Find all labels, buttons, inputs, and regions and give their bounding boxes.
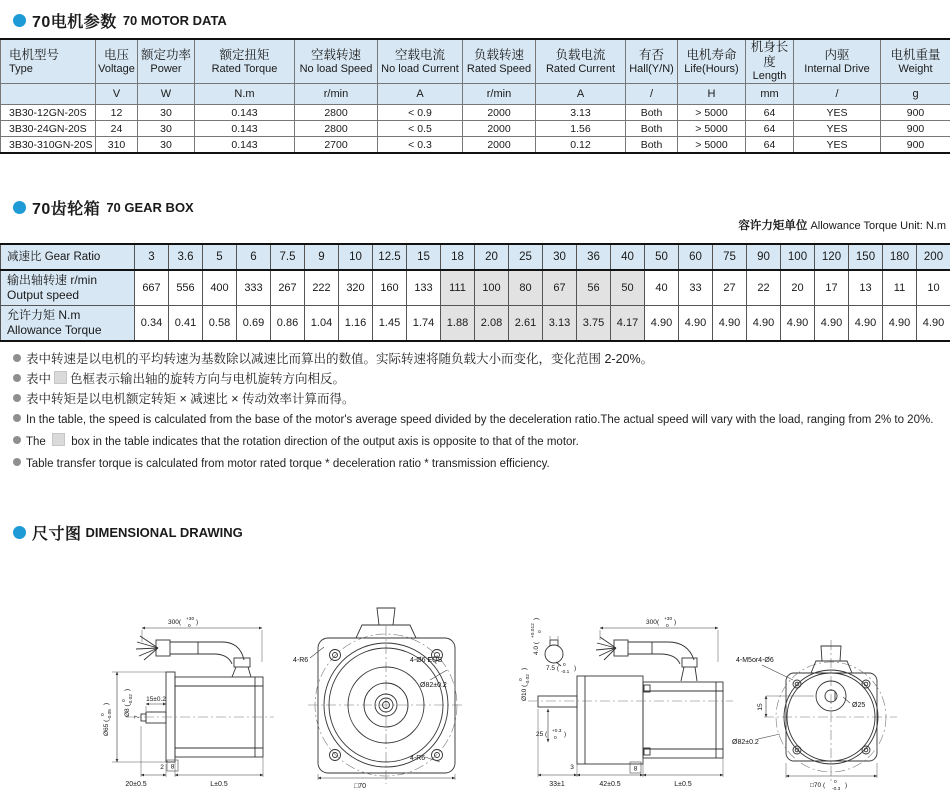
svg-text:7: 7 bbox=[134, 715, 141, 719]
gear-output-speed-cell: 133 bbox=[407, 270, 441, 306]
motor-column-header bbox=[195, 39, 295, 84]
shaft-key-detail-graphic bbox=[545, 640, 563, 666]
column-header-en: No load Speed bbox=[295, 63, 377, 76]
dim-bolt-circle: Ø82±0.2 bbox=[732, 739, 759, 746]
cable-graphic bbox=[136, 636, 251, 677]
gear-ratio-cell: 30 bbox=[543, 244, 577, 270]
motor-data-cell: Both bbox=[626, 121, 678, 137]
dim-shaft-diameter bbox=[121, 689, 134, 717]
dim-key-height-tol-top: 0 bbox=[563, 662, 566, 668]
motor-column-header bbox=[138, 39, 195, 84]
svg-text:0: 0 bbox=[537, 630, 543, 633]
motor-unit-cell: r/min bbox=[463, 84, 536, 105]
motor-data-cell: 24 bbox=[96, 121, 138, 137]
svg-text:0: 0 bbox=[518, 678, 524, 681]
dimensional-drawings bbox=[0, 566, 950, 808]
note-item: Table transfer torque is calculated from motor rated torque * deceleration ratio * transmission efficiency. bbox=[13, 453, 933, 475]
gear-output-speed-cell: 667 bbox=[135, 270, 169, 306]
dim-8: 8 bbox=[171, 764, 175, 771]
column-header-en: Type bbox=[9, 63, 95, 76]
dim-bolt-circle: Ø82±0.2 bbox=[420, 682, 447, 689]
dim-square-tol-top: 0 bbox=[834, 779, 837, 785]
motor-data-table bbox=[0, 38, 950, 154]
bullet-icon bbox=[13, 14, 26, 27]
gear-ratio-cell: 150 bbox=[849, 244, 883, 270]
dim-shaft-segment: 33±1 bbox=[549, 781, 565, 788]
note-bullet-icon bbox=[13, 374, 21, 382]
dim-shaft-exposed-tol-bottom: 0 bbox=[554, 735, 557, 741]
motor-column-header bbox=[463, 39, 536, 84]
gear-ratio-cell: 9 bbox=[305, 244, 339, 270]
svg-text:0: 0 bbox=[121, 699, 127, 702]
motor-data-cell: 30 bbox=[138, 137, 195, 154]
gear-output-speed-cell: 100 bbox=[475, 270, 509, 306]
motor-data-cell: 0.143 bbox=[195, 105, 295, 121]
motor-header-row bbox=[1, 39, 950, 84]
column-header-en: Rated Speed bbox=[463, 63, 535, 76]
motor-column-header bbox=[881, 39, 950, 84]
motor-data-row bbox=[1, 105, 950, 121]
dim-cable-length-tol-bottom: 0 bbox=[188, 623, 191, 629]
motor-unit-cell bbox=[1, 84, 96, 105]
motor-data-cell: > 5000 bbox=[678, 121, 746, 137]
motor-column-header bbox=[746, 39, 794, 84]
motor-data-cell: 2000 bbox=[463, 137, 536, 154]
gear-output-speed-cell: 556 bbox=[169, 270, 203, 306]
gear-allowance-torque-cell: 4.90 bbox=[883, 306, 917, 342]
motor-data-cell: 1.56 bbox=[536, 121, 626, 137]
motor-column-header bbox=[536, 39, 626, 84]
allowance-torque-unit-note bbox=[738, 217, 946, 233]
column-header-zh: 额定功率 bbox=[138, 48, 194, 63]
motor-data-cell: Both bbox=[626, 105, 678, 121]
gear-ratio-cell: 5 bbox=[203, 244, 237, 270]
svg-text:15: 15 bbox=[757, 703, 764, 711]
dim-cable-length: 300( bbox=[168, 619, 182, 626]
motor-unit-cell: H bbox=[678, 84, 746, 105]
dim-square-tol-bottom: -0.3 bbox=[832, 786, 841, 792]
motor-units-row bbox=[1, 84, 950, 105]
gear-ratio-cell: 180 bbox=[883, 244, 917, 270]
gear-allowance-torque-cell: 1.74 bbox=[407, 306, 441, 342]
motor-column-header bbox=[378, 39, 463, 84]
svg-text:Ø65 (: Ø65 ( bbox=[103, 719, 110, 736]
gear-ratio-cell: 40 bbox=[611, 244, 645, 270]
unit-note-en: Allowance Torque Unit: N.m bbox=[807, 220, 946, 232]
gear-ratio-row-header: 减速比 Gear Ratio bbox=[1, 244, 135, 270]
motor-data-cell: 3B30-24GN-20S bbox=[1, 121, 96, 137]
unit-note-zh: 容许力矩单位 bbox=[738, 220, 807, 232]
motor-data-cell: 900 bbox=[881, 121, 950, 137]
motor-data-cell: 0.143 bbox=[195, 137, 295, 154]
gear-output-speed-cell: 50 bbox=[611, 270, 645, 306]
dim-cable-length-paren: ) bbox=[196, 619, 198, 626]
motor-data-cell: 30 bbox=[138, 105, 195, 121]
svg-text:4.0 (: 4.0 ( bbox=[533, 641, 540, 655]
gear-allowance-torque-cell: 4.90 bbox=[679, 306, 713, 342]
column-header-zh: 负载转速 bbox=[463, 48, 535, 63]
gear-output-speed-cell: 400 bbox=[203, 270, 237, 306]
row-header-zh: 输出轴转速 r/min bbox=[7, 273, 134, 288]
motor-data-cell: > 5000 bbox=[678, 137, 746, 154]
gear-output-speed-cell: 160 bbox=[373, 270, 407, 306]
motor-unit-cell: N.m bbox=[195, 84, 295, 105]
dim-15 bbox=[757, 703, 764, 711]
gear-allowance-torque-cell: 0.41 bbox=[169, 306, 203, 342]
svg-text:): ) bbox=[521, 668, 528, 670]
note-item: 表中转速是以电机的平均转速为基数除以减速比而算出的数值。实际转速将随负载大小而变化，变化范围 2-20%。 bbox=[13, 349, 933, 369]
column-header-en: Voltage bbox=[96, 63, 137, 76]
column-header-zh: 机身长度 bbox=[746, 40, 793, 70]
note-item: 表中 色框表示输出轴的旋转方向与电机旋转方向相反。 bbox=[13, 369, 933, 389]
row-header-en: Output speed bbox=[7, 288, 134, 303]
motor-data-cell: Both bbox=[626, 137, 678, 154]
motor-data-cell: YES bbox=[794, 137, 881, 154]
motor-unit-cell: W bbox=[138, 84, 195, 105]
gear-ratio-cell: 200 bbox=[917, 244, 950, 270]
gear-box-table bbox=[0, 243, 950, 342]
section-title-en: DIMENSIONAL DRAWING bbox=[86, 525, 243, 540]
motor-data-row bbox=[1, 121, 950, 137]
column-header-zh: 内驱 bbox=[794, 48, 880, 63]
gear-ratio-header-row bbox=[1, 244, 950, 270]
motor-column-header bbox=[794, 39, 881, 84]
dim-square: □70 ( bbox=[810, 782, 826, 789]
gear-ratio-cell: 50 bbox=[645, 244, 679, 270]
motor-data-section-title bbox=[13, 9, 227, 32]
motor-column-header bbox=[626, 39, 678, 84]
column-header-zh: 电机寿命 bbox=[678, 48, 745, 63]
column-header-zh: 空载电流 bbox=[378, 48, 462, 63]
column-header-zh: 电机重量 bbox=[881, 48, 950, 63]
motor-unit-cell: A bbox=[536, 84, 626, 105]
motor-unit-cell: V bbox=[96, 84, 138, 105]
gear-output-speed-cell: 333 bbox=[237, 270, 271, 306]
column-header-en: Rated Torque bbox=[195, 63, 294, 76]
gear-allowance-torque-cell: 1.45 bbox=[373, 306, 407, 342]
dim-mount-holes: 4-Ø6 EQS bbox=[410, 657, 443, 664]
gear-output-speed-cell: 267 bbox=[271, 270, 305, 306]
motor-data-cell: 900 bbox=[881, 105, 950, 121]
motor-column-header bbox=[1, 39, 96, 84]
gear-output-speed-cell: 40 bbox=[645, 270, 679, 306]
motor-data-cell: 3.13 bbox=[536, 105, 626, 121]
gear-output-speed-cell: 320 bbox=[339, 270, 373, 306]
note-bullet-icon bbox=[13, 436, 21, 444]
dim-2: 2 bbox=[160, 764, 164, 771]
gear-allowance-torque-cell: 1.16 bbox=[339, 306, 373, 342]
gear-output-speed-cell: 33 bbox=[679, 270, 713, 306]
motor-side-view-drawing bbox=[100, 616, 274, 788]
motor-column-header bbox=[678, 39, 746, 84]
dim-boss-diameter: Ø25 bbox=[852, 702, 865, 709]
section-title-zh: 尺寸图 bbox=[32, 521, 82, 544]
dim-cable-length-tol-top: +30 bbox=[186, 616, 194, 622]
dim-output-shaft-diameter bbox=[518, 668, 531, 701]
dim-mount-screws: 4-M5or4-Ø6 bbox=[736, 657, 774, 664]
dim-cable-length: 300( bbox=[646, 619, 660, 626]
gear-ratio-cell: 7.5 bbox=[271, 244, 305, 270]
gear-output-speed-cell: 10 bbox=[917, 270, 950, 306]
gear-allowance-torque-cell: 0.69 bbox=[237, 306, 271, 342]
dim-3: 3 bbox=[570, 764, 574, 771]
motor-data-cell: < 0.3 bbox=[378, 137, 463, 154]
section-title-zh: 70电机参数 bbox=[32, 9, 117, 32]
section-title-en: 70 GEAR BOX bbox=[106, 200, 193, 215]
gear-output-speed-cell: 67 bbox=[543, 270, 577, 306]
gear-output-speed-cell: 13 bbox=[849, 270, 883, 306]
motor-data-cell: 0.143 bbox=[195, 121, 295, 137]
dim-key-height-paren: ) bbox=[574, 665, 576, 672]
gear-allowance-torque-cell: 4.17 bbox=[611, 306, 645, 342]
motor-data-cell: YES bbox=[794, 121, 881, 137]
dim-shaft-exposed-paren: ) bbox=[564, 731, 566, 738]
column-header-en: Internal Drive bbox=[794, 63, 880, 76]
gear-output-speed-cell: 17 bbox=[815, 270, 849, 306]
motor-data-cell: 2000 bbox=[463, 105, 536, 121]
gear-output-speed-row-header bbox=[1, 270, 135, 306]
gear-allowance-torque-cell: 4.90 bbox=[917, 306, 950, 342]
dim-gearbox-length: 42±0.5 bbox=[599, 781, 620, 788]
note-bullet-icon bbox=[13, 354, 21, 362]
motor-data-cell: 2800 bbox=[295, 105, 378, 121]
bullet-icon bbox=[13, 526, 26, 539]
note-item: The box in the table indicates that the rotation direction of the output axis is opposite to that of the motor. bbox=[13, 431, 933, 453]
gear-output-speed-cell: 27 bbox=[713, 270, 747, 306]
motor-data-cell: 900 bbox=[881, 137, 950, 154]
svg-text:): ) bbox=[533, 618, 540, 620]
motor-data-cell: 2000 bbox=[463, 121, 536, 137]
motor-front-view-drawing bbox=[293, 608, 464, 790]
gear-allowance-torque-row bbox=[1, 306, 950, 342]
gear-ratio-cell: 3.6 bbox=[169, 244, 203, 270]
cable-graphic bbox=[596, 637, 697, 681]
svg-text:Ø8 (: Ø8 ( bbox=[124, 704, 131, 717]
column-header-en: Power bbox=[138, 63, 194, 76]
gear-allowance-torque-cell: 2.61 bbox=[509, 306, 543, 342]
column-header-zh: 电机型号 bbox=[9, 48, 95, 63]
column-header-en: Life(Hours) bbox=[678, 63, 745, 76]
dim-front-length: 20±0.5 bbox=[125, 781, 146, 788]
gray-box-swatch-icon bbox=[52, 433, 65, 446]
gear-output-speed-cell: 80 bbox=[509, 270, 543, 306]
gearbox-body-graphic bbox=[538, 676, 723, 764]
gear-allowance-torque-row-header bbox=[1, 306, 135, 342]
gear-allowance-torque-cell: 4.90 bbox=[781, 306, 815, 342]
dim-corner-radius-bottom: 4-R6 bbox=[410, 755, 425, 762]
gear-output-speed-row bbox=[1, 270, 950, 306]
gear-allowance-torque-cell: 0.34 bbox=[135, 306, 169, 342]
dim-flange-diameter bbox=[100, 703, 113, 736]
motor-data-cell: < 0.5 bbox=[378, 121, 463, 137]
motor-unit-cell: A bbox=[378, 84, 463, 105]
dim-cable-length-tol-top: +30 bbox=[664, 616, 672, 622]
motor-unit-cell: / bbox=[794, 84, 881, 105]
dim-key-height-tol-bottom: -0.1 bbox=[561, 669, 570, 675]
motor-column-header bbox=[96, 39, 138, 84]
dim-cable-length-paren: ) bbox=[674, 619, 676, 626]
gear-allowance-torque-cell: 1.88 bbox=[441, 306, 475, 342]
dim-shaft-exposed: 25 ( bbox=[536, 731, 548, 738]
gear-output-speed-cell: 22 bbox=[747, 270, 781, 306]
gear-allowance-torque-cell: 2.08 bbox=[475, 306, 509, 342]
column-header-zh: 空载转速 bbox=[295, 48, 377, 63]
gear-ratio-cell: 60 bbox=[679, 244, 713, 270]
gear-allowance-torque-cell: 0.86 bbox=[271, 306, 305, 342]
motor-data-cell: 12 bbox=[96, 105, 138, 121]
motor-data-cell: 64 bbox=[746, 121, 794, 137]
dim-shaft-exposed-tol-top: +0.3 bbox=[552, 728, 562, 734]
dim-corner-radius-top: 4-R6 bbox=[293, 657, 308, 664]
gray-box-swatch-icon bbox=[54, 371, 67, 384]
svg-text:+0.012: +0.012 bbox=[530, 623, 536, 638]
gear-ratio-cell: 12.5 bbox=[373, 244, 407, 270]
motor-data-cell: 3B30-12GN-20S bbox=[1, 105, 96, 121]
gear-allowance-torque-cell: 3.75 bbox=[577, 306, 611, 342]
gear-allowance-torque-cell: 1.04 bbox=[305, 306, 339, 342]
motor-data-cell: < 0.9 bbox=[378, 105, 463, 121]
dim-body-length: L±0.5 bbox=[674, 781, 692, 788]
dim-key-height: 7.5 ( bbox=[546, 665, 560, 672]
dim-body-length: L±0.5 bbox=[210, 781, 228, 788]
motor-unit-cell: mm bbox=[746, 84, 794, 105]
dim-shaft-length: 15±0.2 bbox=[146, 696, 166, 703]
gear-allowance-torque-cell: 0.58 bbox=[203, 306, 237, 342]
dim-square-paren: ) bbox=[845, 782, 847, 789]
gear-box-section-title bbox=[13, 196, 194, 219]
note-bullet-icon bbox=[13, 394, 21, 402]
gear-output-speed-cell: 222 bbox=[305, 270, 339, 306]
gear-ratio-cell: 90 bbox=[747, 244, 781, 270]
motor-column-header bbox=[295, 39, 378, 84]
dim-key-width bbox=[530, 618, 543, 655]
svg-text:-0.02: -0.02 bbox=[525, 674, 531, 685]
svg-text:0: 0 bbox=[100, 713, 106, 716]
column-header-zh: 额定扭矩 bbox=[195, 48, 294, 63]
gear-ratio-cell: 10 bbox=[339, 244, 373, 270]
dim-cable-length-tol-bottom: 0 bbox=[666, 623, 669, 629]
svg-text:): ) bbox=[124, 689, 131, 691]
gear-allowance-torque-cell: 3.13 bbox=[543, 306, 577, 342]
motor-data-cell: 64 bbox=[746, 105, 794, 121]
gear-ratio-cell: 100 bbox=[781, 244, 815, 270]
gear-output-speed-cell: 56 bbox=[577, 270, 611, 306]
dim-8: 8 bbox=[634, 766, 638, 773]
gear-allowance-torque-cell: 4.90 bbox=[815, 306, 849, 342]
row-header-en: Allowance Torque bbox=[7, 323, 134, 338]
bullet-icon bbox=[13, 201, 26, 214]
motor-data-cell: 2800 bbox=[295, 121, 378, 137]
column-header-zh: 电压 bbox=[96, 48, 137, 63]
svg-text:-0.05: -0.05 bbox=[107, 709, 113, 720]
column-header-zh: 有否 bbox=[626, 48, 677, 63]
motor-data-cell: 3B30-310GN-20S bbox=[1, 137, 96, 154]
motor-data-cell: 310 bbox=[96, 137, 138, 154]
motor-data-cell: 0.12 bbox=[536, 137, 626, 154]
motor-data-cell: 64 bbox=[746, 137, 794, 154]
column-header-en: Hall(Y/N) bbox=[626, 63, 677, 76]
motor-data-cell: > 5000 bbox=[678, 105, 746, 121]
svg-text:-0.02: -0.02 bbox=[128, 694, 134, 705]
gear-ratio-cell: 120 bbox=[815, 244, 849, 270]
motor-data-cell: 2700 bbox=[295, 137, 378, 154]
column-header-en: Weight bbox=[881, 63, 950, 76]
dim-step bbox=[134, 715, 141, 719]
section-title-zh: 70齿轮箱 bbox=[32, 196, 100, 219]
column-header-en: No load Current bbox=[378, 63, 462, 76]
gear-ratio-cell: 3 bbox=[135, 244, 169, 270]
gear-allowance-torque-cell: 4.90 bbox=[645, 306, 679, 342]
column-header-zh: 负载电流 bbox=[536, 48, 625, 63]
dim-square: □70 bbox=[354, 783, 366, 790]
motor-unit-cell: / bbox=[626, 84, 678, 105]
gear-ratio-cell: 20 bbox=[475, 244, 509, 270]
motor-unit-cell: r/min bbox=[295, 84, 378, 105]
gear-output-speed-cell: 20 bbox=[781, 270, 815, 306]
motor-data-cell: YES bbox=[794, 105, 881, 121]
note-item: 表中转矩是以电机额定转矩 × 减速比 × 传动效率计算而得。 bbox=[13, 389, 933, 409]
column-header-en: Rated Current bbox=[536, 63, 625, 76]
gearmotor-side-view-drawing bbox=[518, 616, 733, 788]
note-bullet-icon bbox=[13, 414, 21, 422]
svg-text:): ) bbox=[103, 703, 110, 705]
gear-allowance-torque-cell: 4.90 bbox=[849, 306, 883, 342]
gear-allowance-torque-cell: 4.90 bbox=[713, 306, 747, 342]
gear-output-speed-cell: 11 bbox=[883, 270, 917, 306]
motor-unit-cell: g bbox=[881, 84, 950, 105]
gear-output-speed-cell: 111 bbox=[441, 270, 475, 306]
dimensional-drawing-section-title bbox=[13, 521, 243, 544]
gear-ratio-cell: 15 bbox=[407, 244, 441, 270]
gear-allowance-torque-cell: 4.90 bbox=[747, 306, 781, 342]
column-header-en: Length bbox=[746, 70, 793, 83]
notes-list bbox=[13, 349, 933, 475]
motor-data-cell: 30 bbox=[138, 121, 195, 137]
note-item: In the table, the speed is calculated from the base of the motor's average speed divided by the deceleration ratio.The actual speed will vary with the load, ranging from 2% to 20%. bbox=[13, 409, 933, 431]
gear-ratio-cell: 25 bbox=[509, 244, 543, 270]
gear-ratio-cell: 75 bbox=[713, 244, 747, 270]
gear-ratio-cell: 18 bbox=[441, 244, 475, 270]
section-title-en: 70 MOTOR DATA bbox=[123, 13, 227, 28]
note-bullet-icon bbox=[13, 458, 21, 466]
gear-ratio-cell: 6 bbox=[237, 244, 271, 270]
gearmotor-front-view-drawing bbox=[732, 640, 897, 792]
row-header-zh: 允许力矩 N.m bbox=[7, 308, 134, 323]
gear-ratio-cell: 36 bbox=[577, 244, 611, 270]
motor-data-row bbox=[1, 137, 950, 154]
svg-text:Ø10 (: Ø10 ( bbox=[521, 684, 528, 701]
